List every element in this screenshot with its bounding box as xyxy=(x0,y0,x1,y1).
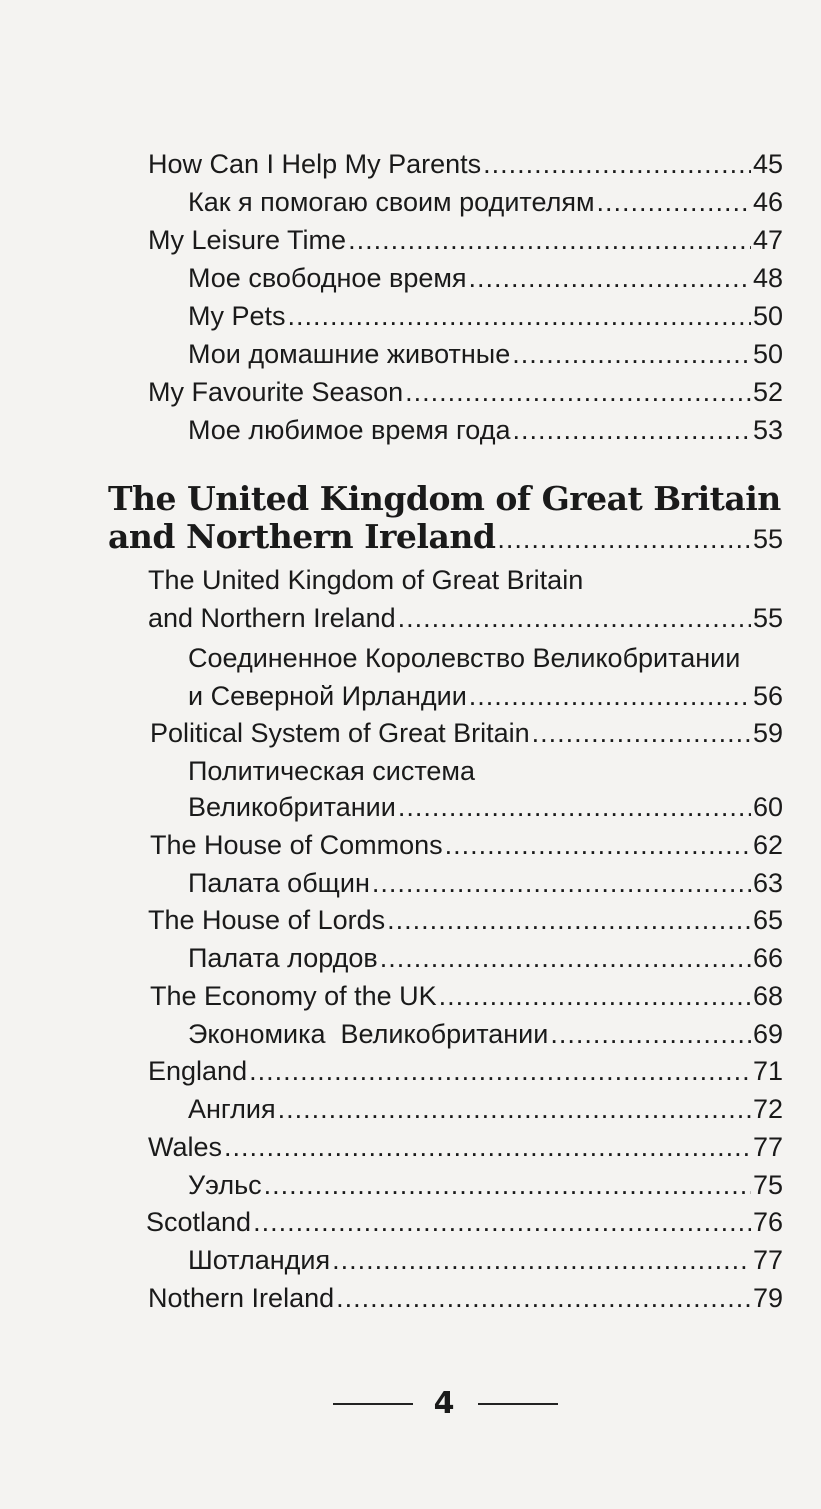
leader-dots xyxy=(532,716,751,750)
toc-entry-title: Как я помогаю своим родителям xyxy=(188,187,595,217)
toc-entry xyxy=(148,223,783,257)
toc-entry xyxy=(146,1205,783,1239)
toc-entry-title: Великобритании xyxy=(188,792,396,822)
footer-rule-left xyxy=(333,1403,413,1405)
leader-dots xyxy=(497,522,751,556)
toc-entry-title: Nothern Ireland xyxy=(148,1283,335,1313)
toc-entry-title: Political System of Great Britain xyxy=(150,718,530,748)
leader-dots xyxy=(336,1281,751,1315)
page-footer xyxy=(0,1382,821,1426)
leader-dots xyxy=(483,147,751,181)
toc-entry xyxy=(188,413,783,447)
toc-entry xyxy=(188,185,783,219)
toc-entry xyxy=(150,979,783,1013)
toc-entry-page: 46 xyxy=(752,187,783,217)
toc-entry-title: and Northern Ireland xyxy=(148,603,396,633)
toc-entry-page: 45 xyxy=(752,149,783,179)
toc-entry xyxy=(148,147,783,181)
leader-dots xyxy=(253,1205,751,1239)
leader-dots xyxy=(469,679,751,713)
leader-dots xyxy=(405,375,751,409)
leader-dots xyxy=(348,223,751,257)
toc-entry-page: 53 xyxy=(752,415,783,445)
toc-entry xyxy=(188,790,783,824)
section-heading-page: 55 xyxy=(752,524,783,554)
toc-entry-title: The House of Commons xyxy=(150,830,443,860)
footer-rule-right xyxy=(478,1403,558,1405)
toc-entry-page: 66 xyxy=(752,943,783,973)
toc-entry xyxy=(148,601,783,635)
toc-entry-title: How Can I Help My Parents xyxy=(148,149,482,179)
toc-entry-page: 76 xyxy=(752,1207,783,1237)
toc-entry-title-line1: The United Kingdom of Great Britain xyxy=(148,565,584,595)
toc-entry xyxy=(148,375,783,409)
leader-dots xyxy=(264,1168,751,1202)
toc-entry-page: 47 xyxy=(752,225,783,255)
leader-dots xyxy=(224,1130,751,1164)
toc-entry xyxy=(188,261,783,295)
toc-entry-title: Мои домашние животные xyxy=(188,339,511,369)
toc-entry-title: Мое любимое время года xyxy=(188,415,511,445)
toc-entry xyxy=(150,716,783,750)
leader-dots xyxy=(597,185,751,219)
toc-entry-title: и Северной Ирландии xyxy=(188,681,467,711)
toc-entry-page: 72 xyxy=(752,1094,783,1124)
toc-entry-page: 75 xyxy=(752,1170,783,1200)
toc-entry-title: My Favourite Season xyxy=(148,377,404,407)
toc-entry xyxy=(188,337,783,371)
toc-entry-title: My Pets xyxy=(188,301,286,331)
toc-entry-page: 59 xyxy=(752,718,783,748)
toc-entry-page: 77 xyxy=(752,1132,783,1162)
toc-entry-title: England xyxy=(148,1056,248,1086)
toc-entry xyxy=(188,1092,783,1126)
leader-dots xyxy=(512,413,750,447)
toc-entry-title: Англия xyxy=(188,1094,276,1124)
section-heading-line2: and Northern Ireland xyxy=(108,517,496,556)
leader-dots xyxy=(439,979,751,1013)
toc-entry-page: 56 xyxy=(752,681,783,711)
toc-entry-page: 63 xyxy=(752,868,783,898)
toc-entry-page: 68 xyxy=(752,981,783,1011)
leader-dots xyxy=(380,941,751,975)
toc-entry-page: 52 xyxy=(752,377,783,407)
leader-dots xyxy=(249,1054,751,1088)
section-heading-line1: The United Kingdom of Great Britain xyxy=(108,479,781,518)
leader-dots xyxy=(387,903,751,937)
leader-dots xyxy=(512,337,751,371)
toc-entry xyxy=(148,1281,783,1315)
toc-entry-page: 48 xyxy=(752,263,783,293)
toc-entry xyxy=(150,828,783,862)
toc-entry xyxy=(188,866,783,900)
toc-entry-title: Палата лордов xyxy=(188,943,378,973)
leader-dots xyxy=(372,866,751,900)
toc-entry-page: 77 xyxy=(752,1245,783,1275)
leader-dots xyxy=(278,1092,751,1126)
toc-entry-page: 50 xyxy=(752,301,783,331)
toc-entry-page: 55 xyxy=(752,603,783,633)
toc-entry-page: 62 xyxy=(752,830,783,860)
toc-entry-title: Wales xyxy=(148,1132,223,1162)
toc-entry xyxy=(188,941,783,975)
toc-entry xyxy=(188,299,783,333)
toc-entry-title: Scotland xyxy=(146,1207,252,1237)
section-heading xyxy=(108,517,783,556)
toc-entry xyxy=(188,1017,783,1051)
toc-entry-title-line1: Политическая система xyxy=(188,756,475,786)
toc-entry-title: Экономика Великобритании xyxy=(188,1019,549,1049)
toc-entry xyxy=(148,1130,783,1164)
toc-entry-page: 69 xyxy=(752,1019,783,1049)
toc-entry-title: Уэльс xyxy=(188,1170,262,1200)
toc-entry xyxy=(148,1054,783,1088)
leader-dots xyxy=(398,790,751,824)
toc-entry-title: My Leisure Time xyxy=(148,225,347,255)
toc-entry xyxy=(188,1243,783,1277)
toc-entry xyxy=(188,679,783,713)
leader-dots xyxy=(469,261,751,295)
toc-entry-page: 79 xyxy=(752,1283,783,1313)
toc-entry-title: The House of Lords xyxy=(148,905,386,935)
toc-entry xyxy=(148,903,783,937)
page-number: 4 xyxy=(433,1386,455,1421)
toc-entry-title: Мое свободное время xyxy=(188,263,467,293)
leader-dots xyxy=(398,601,751,635)
toc-entry-page: 60 xyxy=(752,792,783,822)
toc-entry-title: Палата общин xyxy=(188,868,370,898)
toc-entry-page: 65 xyxy=(752,905,783,935)
toc-entry-page: 50 xyxy=(752,339,783,369)
toc-entry xyxy=(188,1168,783,1202)
leader-dots xyxy=(550,1017,751,1051)
leader-dots xyxy=(445,828,751,862)
leader-dots xyxy=(288,299,751,333)
toc-entry-title: The Economy of the UK xyxy=(150,981,437,1011)
toc-entry-title-line1: Соединенное Королевство Великобритании xyxy=(188,643,741,673)
toc-entry-page: 71 xyxy=(752,1056,783,1086)
leader-dots xyxy=(332,1243,751,1277)
toc-entry-title: Шотландия xyxy=(188,1245,331,1275)
